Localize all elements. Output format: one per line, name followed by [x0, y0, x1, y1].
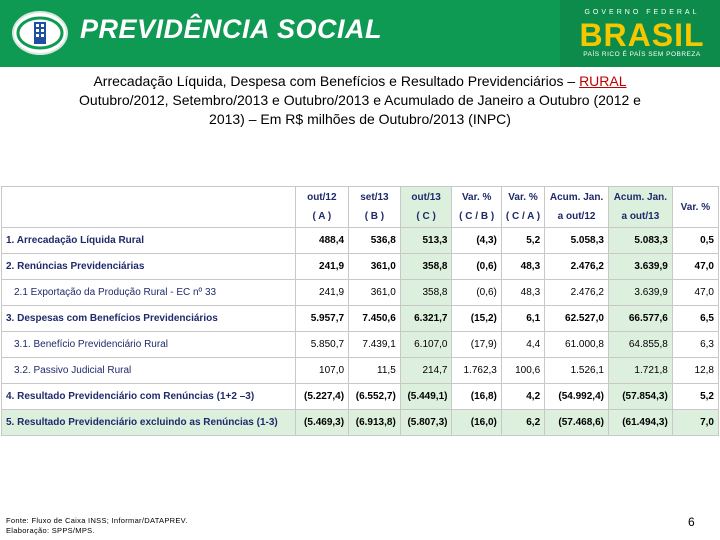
table-cell: 6,3 — [672, 332, 718, 358]
table-cell: 513,3 — [400, 228, 452, 254]
previdencia-emblem-icon — [14, 13, 66, 53]
row-label: 4. Resultado Previdenciário com Renúncias (1+2 –3) — [2, 384, 296, 410]
table-cell: 6.107,0 — [400, 332, 452, 358]
table-cell: 4,4 — [501, 332, 544, 358]
table-cell: 100,6 — [501, 358, 544, 384]
table-cell: 48,3 — [501, 280, 544, 306]
title-line-2: Outubro/2012, Setembro/2013 e Outubro/2013 e Acumulado de Janeiro a Outubro (2012 e — [79, 92, 641, 108]
page-title — [8, 72, 712, 129]
table-cell: 7.439,1 — [349, 332, 401, 358]
header-cell: out/12 ( A ) — [295, 187, 349, 228]
table-cell: 11,5 — [349, 358, 401, 384]
row-label: 3.1. Benefício Previdenciário Rural — [2, 332, 296, 358]
table-cell: 6,5 — [672, 306, 718, 332]
table-cell: 5.957,7 — [295, 306, 349, 332]
data-table — [1, 186, 719, 436]
table-cell: 1.721,8 — [608, 358, 672, 384]
table-row — [2, 410, 719, 436]
previdencia-logo — [12, 11, 68, 55]
table-cell: 5,2 — [501, 228, 544, 254]
table-row — [2, 280, 719, 306]
table-cell: 358,8 — [400, 254, 452, 280]
table-cell: 5.850,7 — [295, 332, 349, 358]
row-label: 1. Arrecadação Líquida Rural — [2, 228, 296, 254]
table-cell: (5.227,4) — [295, 384, 349, 410]
table-row — [2, 306, 719, 332]
header-label-cell — [2, 187, 296, 228]
table-cell: (15,2) — [452, 306, 501, 332]
table-cell: 5.058,3 — [545, 228, 609, 254]
table-cell: 241,9 — [295, 254, 349, 280]
table-header-row — [2, 187, 719, 228]
title-highlight: RURAL — [579, 73, 627, 89]
header-cell: Var. % — [672, 187, 718, 228]
title-line-1: Arrecadação Líquida, Despesa com Benefícios e Resultado Previdenciários – — [93, 73, 576, 89]
table-cell: 107,0 — [295, 358, 349, 384]
header-cell: Var. % ( C / B ) — [452, 187, 501, 228]
table-cell: 12,8 — [672, 358, 718, 384]
table-cell: 361,0 — [349, 280, 401, 306]
row-label: 2. Renúncias Previdenciárias — [2, 254, 296, 280]
table-cell: 6.321,7 — [400, 306, 452, 332]
table-cell: (0,6) — [452, 280, 501, 306]
row-label: 3.2. Passivo Judicial Rural — [2, 358, 296, 384]
table-cell: (0,6) — [452, 254, 501, 280]
table-cell: (5.807,3) — [400, 410, 452, 436]
table-cell: (57.468,6) — [545, 410, 609, 436]
table-cell: 536,8 — [349, 228, 401, 254]
table-cell: 64.855,8 — [608, 332, 672, 358]
government-motto: PAÍS RICO É PAÍS SEM POBREZA — [583, 51, 701, 58]
table-cell: (5.449,1) — [400, 384, 452, 410]
row-label: 5. Resultado Previdenciário excluindo as Renúncias (1-3) — [2, 410, 296, 436]
table-cell: 61.000,8 — [545, 332, 609, 358]
table-cell: 361,0 — [349, 254, 401, 280]
table-cell: (16,0) — [452, 410, 501, 436]
table-row — [2, 228, 719, 254]
table-cell: 5,2 — [672, 384, 718, 410]
government-label: GOVERNO FEDERAL — [584, 9, 700, 16]
table-cell: 214,7 — [400, 358, 452, 384]
table-row — [2, 254, 719, 280]
elaboration-text: Elaboração: SPPS/MPS. — [6, 526, 95, 535]
table-cell: 3.639,9 — [608, 280, 672, 306]
header-cell: set/13 ( B ) — [349, 187, 401, 228]
header-cell: Acum. Jan. a out/13 — [608, 187, 672, 228]
table-cell: 1.526,1 — [545, 358, 609, 384]
title-line-3: 2013) – Em R$ milhões de Outubro/2013 (INPC) — [209, 111, 511, 127]
header-cell: out/13 ( C ) — [400, 187, 452, 228]
table-cell: (57.854,3) — [608, 384, 672, 410]
table-cell: 6,1 — [501, 306, 544, 332]
brasil-logo: BRASIL — [579, 17, 705, 53]
row-label: 2.1 Exportação da Produção Rural - EC nº 33 — [2, 280, 296, 306]
table-cell: 488,4 — [295, 228, 349, 254]
table-cell: (4,3) — [452, 228, 501, 254]
table-cell: (16,8) — [452, 384, 501, 410]
table-cell: 47,0 — [672, 254, 718, 280]
table-cell: (54.992,4) — [545, 384, 609, 410]
table-row — [2, 332, 719, 358]
table-cell: (61.494,3) — [608, 410, 672, 436]
table-cell: 7,0 — [672, 410, 718, 436]
row-label: 3. Despesas com Benefícios Previdenciários — [2, 306, 296, 332]
table-cell: 2.476,2 — [545, 280, 609, 306]
table-cell: 241,9 — [295, 280, 349, 306]
table-cell: 2.476,2 — [545, 254, 609, 280]
table-cell: (5.469,3) — [295, 410, 349, 436]
source-text: Fonte: Fluxo de Caixa INSS; Informar/DATAPREV. — [6, 516, 188, 525]
table-row — [2, 358, 719, 384]
table-cell: 0,5 — [672, 228, 718, 254]
header-banner — [0, 0, 720, 67]
table-cell: 62.527,0 — [545, 306, 609, 332]
table-cell: (17,9) — [452, 332, 501, 358]
table-cell: 3.639,9 — [608, 254, 672, 280]
table-cell: 358,8 — [400, 280, 452, 306]
brand-name: PREVIDÊNCIA SOCIAL — [80, 14, 383, 44]
header-cell: Acum. Jan. a out/12 — [545, 187, 609, 228]
table-cell: 66.577,6 — [608, 306, 672, 332]
table-cell: 1.762,3 — [452, 358, 501, 384]
table-cell: (6.552,7) — [349, 384, 401, 410]
table-cell: 5.083,3 — [608, 228, 672, 254]
table-cell: 47,0 — [672, 280, 718, 306]
page-number: 6 — [688, 515, 695, 529]
table-row — [2, 384, 719, 410]
source-note — [6, 516, 188, 536]
table-cell: 7.450,6 — [349, 306, 401, 332]
table-cell: (6.913,8) — [349, 410, 401, 436]
table-cell: 48,3 — [501, 254, 544, 280]
header-cell: Var. % ( C / A ) — [501, 187, 544, 228]
table-cell: 6,2 — [501, 410, 544, 436]
table-cell: 4,2 — [501, 384, 544, 410]
